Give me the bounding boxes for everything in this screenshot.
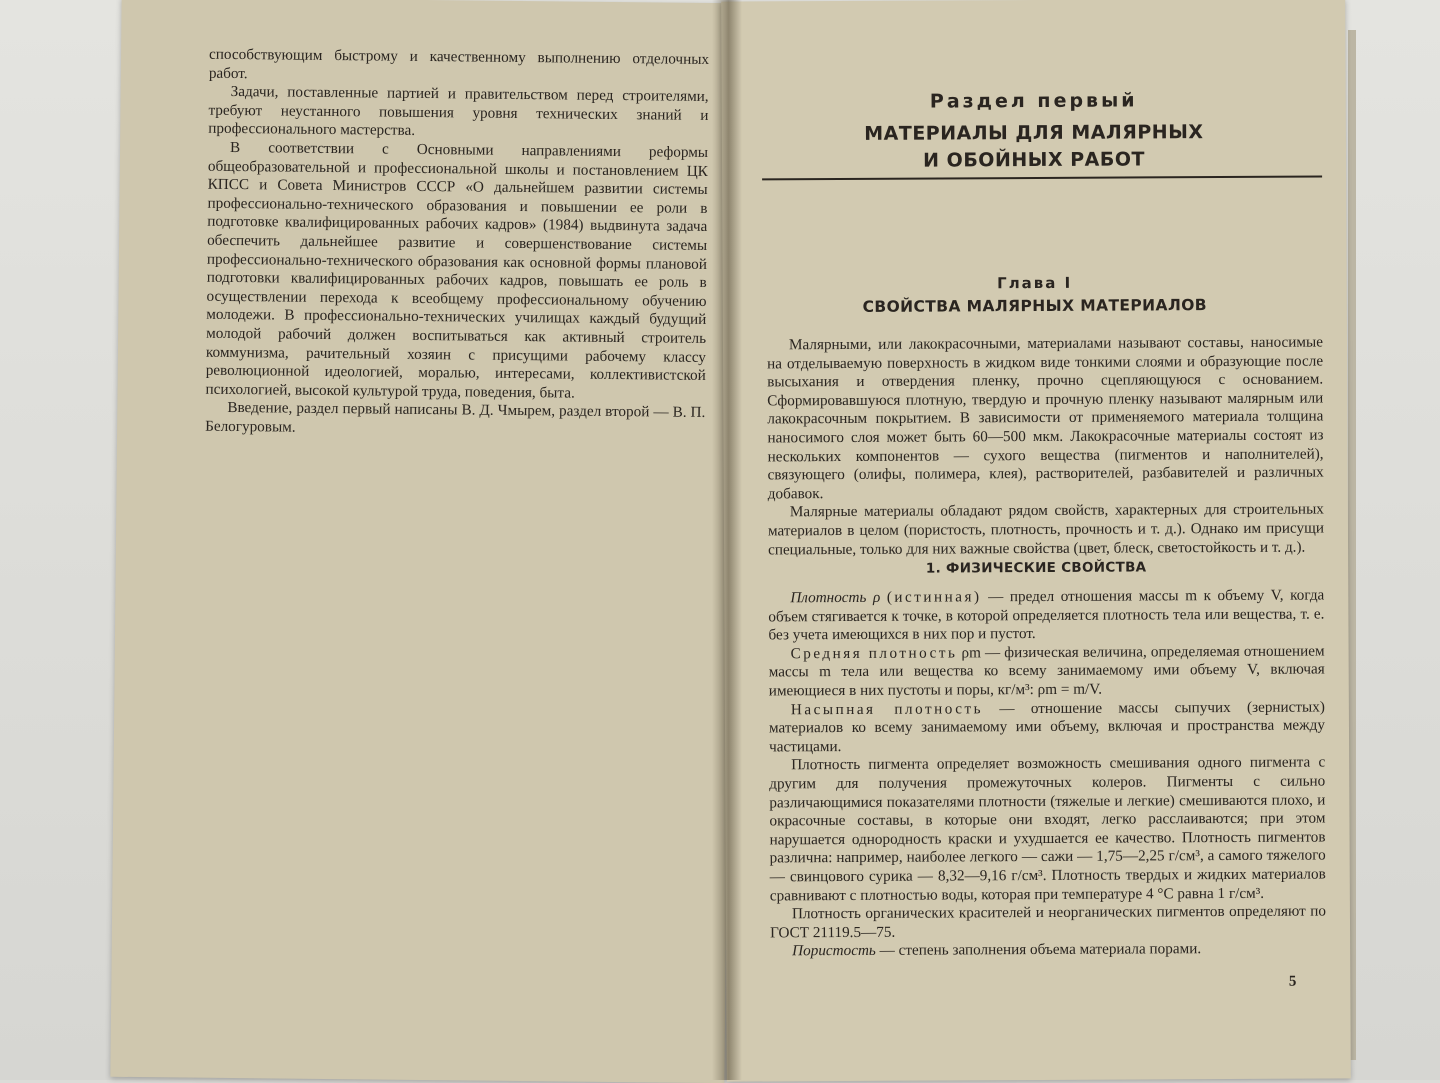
definition: — предел отношения массы m к объему V, когда объем стягивается к точке, в которой определяется плотность тела или вещества, т. е. без учета имеющихся в них пор и пустот. — [768, 586, 1325, 644]
subsection-title: 1. ФИЗИЧЕСКИЕ СВОЙСТВА — [925, 559, 1147, 577]
chapter-title: СВОЙСТВА МАЛЯРНЫХ МАТЕРИАЛОВ — [862, 296, 1208, 316]
section-title — [722, 118, 1346, 175]
physical-properties-text — [768, 586, 1326, 961]
paragraph-average-density — [769, 642, 1325, 701]
page-number: 5 — [1288, 973, 1297, 990]
paragraph: Малярные материалы обладают рядом свойств, характерных для строительных материалов в целом (пористость, плотность, прочность и т. д.). Однако им присущи специальные, только для них важные свойства (цвет, блеск, светостойкость и т. д.). — [767, 500, 1324, 558]
paragraph: способствующим быстрому и качественному выполнению отделочных работ. — [208, 45, 710, 82]
paragraph: Задачи, поставленные партией и правительством перед строителями, требуют неустанного повышения уровня технических знаний и профессионального мастерства. — [208, 83, 709, 140]
paragraph: Плотность органических красителей и неорганических пигментов определяют по ГОСТ 21119.5—75. — [770, 902, 1326, 942]
right-page — [721, 0, 1351, 1082]
term-qualifier: (истинная) — [886, 588, 982, 606]
title-rule — [762, 175, 1322, 180]
paragraph: Малярными, или лакокрасочными, материалами называют составы, наносимые на отделываемую поверхность в жидком виде тонкими слоями и образующие после высыхания и отвердения пленку, прочно сцепляющуюся с основанием. Сформировавшуюся плотную, твердую и прочную пленку называют малярным или лакокрасочным покрытием. В зависимости от применяемого материала толщина наносимого слоя может быть 60—500 мкм. Лакокрасочные материалы состоят из нескольких компонентов — сухого вещества (пигментов и наполнителей), связующего (олифы, полимера, клея), растворителей, разбавителей и различных добавок. — [767, 333, 1324, 503]
paragraph: Плотность пигмента определяет возможность смешивания одного пигмента с другим для получения промежуточных колеров. Пигменты с сильно различающимися показателями плотности (тяжелые и легкие) смешиваются плохо, и окрасочные составы, в которые они входят, легко расслаиваются; при этом нарушается однородность краски и ухудшается ее качество. Плотность пигментов различна: например, наиболее легкого — сажи — 1,75—2,25 г/см³, а самого тяжелого — свинцового сурика — 8,32—9,16 г/см³. Плотность твердых и жидких материалов сравнивают с плотностью воды, которая при температуре 4 °С равна 1 г/см³. — [769, 753, 1326, 904]
definition: — степень заполнения объема материала порами. — [875, 940, 1202, 960]
term: Плотность ρ — [790, 588, 881, 607]
paragraph: В соответствии с Основными направлениями реформы общеобразовательной и профессиональной школы и постановлением ЦК КПСС и Совета Министров СССР «О дальнейшем развитии системы профессионально-технического образования и повышении ее роли в подготовке квалифицированных рабочих кадров» (1984) выдвинута задача обеспечить дальнейшее развитие и совершенствование системы профессионально-технического образования как основной формы плановой подготовки квалифицированных рабочих кадров, повышать ее роль в осуществлении перехода к всеобщему профессиональному обучению молодежи. В профессионально-технических училищах каждый будущий молодой рабочий должен воспитываться как активный строитель коммунизма, рачительный хозяин с присущими рабочему классу революционной идеологией, моралью, интересами, коллективистской психологией, высокой культурой труда, поведения, быта. — [205, 138, 709, 402]
paragraph-density — [768, 586, 1324, 645]
section-title-line: И ОБОЙНЫХ РАБОТ — [923, 148, 1145, 172]
paragraph-bulk-density — [769, 698, 1325, 757]
paragraph: Введение, раздел первый написаны В. Д. Чмырем, раздел второй — В. П. Белогуровым. — [205, 399, 706, 436]
left-page — [110, 0, 735, 1083]
chapter-intro-text — [767, 333, 1324, 559]
term: Пористость — [792, 942, 876, 960]
definition: — отношение массы сыпучих (зернистых) материалов ко всему занимаемому ими объему, включая и пространства между частицами. — [768, 698, 1326, 756]
book-gutter — [712, 0, 742, 1080]
left-page-text — [205, 46, 709, 442]
definition: ρm — физическая величина, определяемая отношением массы m тела или вещества ко всему занимаемому ими объему V, включая имеющиеся в них пустоты и поры, кг/м³: ρm = m/V. — [768, 642, 1325, 700]
section-title-line: МАТЕРИАЛЫ ДЛЯ МАЛЯРНЫХ — [864, 121, 1204, 145]
paragraph-porosity — [770, 940, 1326, 962]
chapter-kicker: Глава I — [997, 273, 1073, 293]
section-kicker: Раздел первый — [929, 89, 1138, 113]
term: Насыпная плотность — [790, 699, 984, 718]
term: Средняя плотность — [790, 644, 958, 663]
